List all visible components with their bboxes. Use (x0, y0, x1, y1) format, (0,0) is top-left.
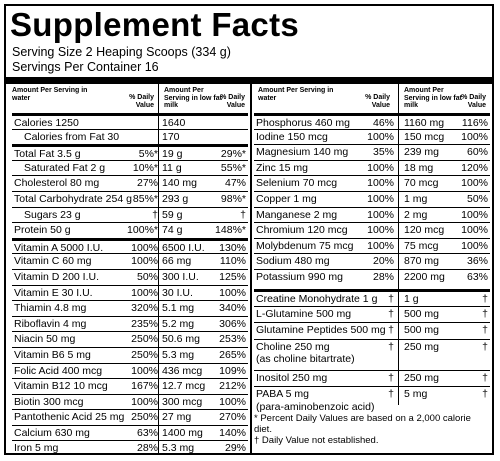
milk-amount: 120 mcg (404, 224, 445, 237)
milk-amount: 30 I.U. (162, 286, 193, 299)
daily-value: 46% (372, 117, 394, 129)
nutrient-row (12, 300, 248, 316)
milk-daily-value: 100% (219, 286, 246, 299)
milk-amount: 500 mg (404, 307, 440, 320)
nutrient-name: Vitamin B12 10 mcg (14, 380, 108, 393)
daily-value: 250% (131, 333, 158, 346)
daily-value: 320% (131, 302, 158, 315)
milk-daily-value: 55%* (220, 161, 246, 174)
nutrient-row (254, 207, 490, 223)
nutrient-row (12, 207, 248, 223)
milk-daily-value: 36% (466, 255, 488, 268)
milk-amount: 5 mg (404, 388, 428, 400)
daily-value: 100% (131, 241, 158, 254)
nutrient-name: Riboflavin 4 mg (14, 317, 87, 330)
nutrient-name: Selenium 70 mcg (256, 177, 338, 190)
header-amount-water: Amount Per Serving in water (12, 87, 88, 102)
daily-value: 28% (136, 442, 158, 455)
nutrient-row (12, 113, 248, 129)
nutrient-name: Calcium 630 mg (14, 426, 90, 439)
milk-daily-value: 100% (461, 239, 488, 252)
milk-amount: 239 mg (404, 146, 440, 159)
nutrient-row (254, 222, 490, 238)
nutrient-row (254, 289, 490, 306)
milk-daily-value: 130% (219, 241, 246, 254)
milk-daily-value: 265% (219, 348, 246, 361)
daily-value: 100% (131, 286, 158, 299)
milk-daily-value: † (482, 307, 488, 320)
servings-per-container: Servings Per Container 16 (12, 60, 159, 74)
nutrient-row (12, 285, 248, 301)
milk-daily-value: 116% (461, 117, 488, 129)
milk-amount: 1400 mg (162, 426, 203, 439)
daily-value: 100% (131, 395, 158, 408)
daily-value: † (152, 208, 158, 221)
nutrient-name: Glutamine Peptides 500 mg (256, 324, 386, 336)
daily-value: 100% (131, 255, 158, 268)
header-daily-value: % Daily Value (129, 94, 154, 109)
daily-value: 28% (372, 270, 394, 283)
milk-amount: 300 mcg (162, 395, 203, 408)
nutrient-name: Iodine 150 mcg (256, 130, 328, 143)
milk-amount: 66 mg (162, 255, 192, 268)
daily-value: 100% (367, 208, 394, 221)
nutrient-name: Saturated Fat 2 g (24, 161, 106, 174)
milk-daily-value: 253% (219, 333, 246, 346)
milk-amount: 11 g (162, 161, 182, 174)
milk-amount: 500 mg (404, 324, 440, 336)
milk-daily-value: 100% (461, 177, 488, 190)
milk-amount: 1640 (162, 117, 186, 129)
milk-amount: 300 I.U. (162, 270, 199, 283)
daily-value: 250% (131, 411, 158, 424)
nutrient-row (254, 269, 490, 285)
milk-amount: 12.7 mcg (162, 380, 206, 393)
milk-daily-value: 60% (466, 146, 488, 159)
nutrient-name: Vitamin B6 5 mg (14, 348, 91, 361)
daily-value: 63% (136, 426, 158, 439)
milk-daily-value: 110% (219, 255, 246, 268)
nutrient-name: Folic Acid 400 mcg (14, 364, 103, 377)
nutrient-row (12, 409, 248, 425)
header-amount-water-right: Amount Per Serving in water (258, 87, 334, 102)
milk-amount: 74 g (162, 224, 183, 237)
nutrient-row (12, 191, 248, 207)
daily-value: 167% (131, 380, 158, 393)
daily-value: 100% (367, 177, 394, 190)
nutrient-row (254, 306, 490, 323)
milk-daily-value: † (482, 388, 488, 400)
milk-daily-value: 63% (466, 270, 488, 283)
nutrient-row (12, 316, 248, 332)
milk-amount: 5.3 mg (162, 348, 195, 361)
milk-amount: 75 mcg (404, 239, 439, 252)
nutrient-name: Creatine Monohydrate 1 g (256, 293, 378, 305)
milk-amount: 1 g (404, 293, 419, 305)
milk-daily-value: 100% (461, 130, 488, 143)
milk-amount: 5.1 mg (162, 302, 195, 315)
milk-daily-value: 100% (461, 208, 488, 221)
daily-value: † (388, 340, 394, 353)
header-daily-value-milk-right: % Daily Value (461, 94, 486, 109)
milk-amount: 2 mg (404, 208, 428, 221)
milk-amount: 5.2 mg (162, 317, 195, 330)
milk-amount: 70 mcg (404, 177, 439, 190)
nutrient-name: Total Carbohydrate 254 g (14, 192, 132, 205)
nutrient-name: Sodium 480 mg (256, 255, 330, 268)
daily-value: † (388, 324, 394, 336)
daily-value: 85%* (132, 192, 158, 205)
nutrient-row (12, 440, 248, 456)
milk-amount: 870 mg (404, 255, 440, 268)
nutrient-row (12, 331, 248, 347)
nutrient-row (254, 238, 490, 254)
nutrient-row (12, 363, 248, 379)
nutrient-name: Protein 50 g (14, 224, 71, 237)
milk-daily-value: † (482, 293, 488, 305)
nutrient-name: Thiamin 4.8 mg (14, 302, 87, 315)
milk-daily-value: † (482, 340, 488, 353)
daily-value: 100% (367, 224, 394, 237)
nutrient-row (12, 160, 248, 176)
daily-value: 35% (372, 146, 394, 159)
nutrient-name: Molybdenum 75 mcg (256, 239, 354, 252)
milk-amount: 59 g (162, 208, 183, 221)
header-amount-milk-right: Amount Per Serving in low fat milk (404, 87, 462, 109)
footnote (254, 413, 490, 446)
footnote-dagger: † Daily Value not established. (254, 435, 379, 446)
nutrient-name: Manganese 2 mg (256, 208, 338, 221)
milk-daily-value: 29% (224, 442, 246, 455)
milk-daily-value: 98%* (220, 192, 246, 205)
milk-amount: 27 mg (162, 411, 192, 424)
milk-daily-value: 109% (219, 364, 246, 377)
nutrient-name: L-Glutamine 500 mg (256, 307, 352, 320)
daily-value: † (388, 307, 394, 320)
daily-value: † (388, 371, 394, 384)
nutrient-name: Copper 1 mg (256, 192, 317, 205)
nutrient-name: Biotin 300 mcg (14, 395, 84, 408)
right-ingredient-table (254, 289, 490, 417)
nutrient-row (12, 394, 248, 410)
milk-amount: 250 mg (404, 371, 440, 384)
left-nutrient-table (12, 113, 248, 456)
nutrient-row (12, 144, 248, 160)
milk-daily-value: 270% (219, 411, 246, 424)
milk-daily-value: 140% (219, 426, 246, 439)
daily-value: 100% (131, 364, 158, 377)
daily-value: 27% (136, 177, 158, 190)
milk-daily-value: † (482, 324, 488, 336)
nutrient-row (254, 322, 490, 339)
milk-amount: 2200 mg (404, 270, 445, 283)
nutrient-subtext: (para-aminobenzoic acid) (256, 400, 375, 413)
daily-value: 235% (131, 317, 158, 330)
milk-daily-value: 340% (219, 302, 246, 315)
milk-daily-value: 29%* (220, 148, 246, 160)
nutrient-subtext: (as choline bitartrate) (256, 353, 355, 365)
header-daily-value-right: % Daily Value (365, 94, 390, 109)
footnote-percent: * Percent Daily Values are based on a 2,000 calorie diet. (254, 413, 471, 435)
daily-value: † (388, 388, 394, 400)
milk-amount: 436 mcg (162, 364, 203, 377)
milk-amount: 250 mg (404, 340, 440, 353)
milk-daily-value: † (240, 208, 246, 221)
nutrient-row (254, 339, 490, 370)
nutrient-row (12, 253, 248, 269)
nutrient-row (12, 425, 248, 441)
header-amount-milk: Amount Per Serving in low fat milk (164, 87, 222, 109)
milk-amount: 140 mg (162, 177, 198, 190)
serving-size: Serving Size 2 Heaping Scoops (334 g) (12, 45, 231, 59)
daily-value: 20% (372, 255, 394, 268)
nutrient-row (254, 160, 490, 176)
page-title: Supplement Facts (10, 6, 300, 43)
daily-value: 100% (367, 239, 394, 252)
nutrient-name: Calories from Fat 30 (24, 130, 120, 143)
nutrient-name: Vitamin C 60 mg (14, 255, 92, 268)
nutrient-name: Chromium 120 mcg (256, 224, 348, 237)
milk-amount: 1 mg (404, 192, 428, 205)
milk-amount: 50.6 mg (162, 333, 200, 346)
milk-amount: 293 g (162, 192, 189, 205)
right-nutrient-table (254, 113, 490, 285)
nutrient-row (254, 191, 490, 207)
column-divider-left (158, 84, 159, 455)
nutrient-name: PABA 5 mg (256, 388, 309, 400)
daily-value: 5%* (138, 148, 158, 160)
milk-amount: 170 (162, 130, 180, 143)
header-daily-value-milk: % Daily Value (220, 94, 245, 109)
nutrient-name: Choline 250 mg (256, 340, 330, 353)
milk-daily-value: 148%* (215, 224, 246, 237)
daily-value: 250% (131, 348, 158, 361)
nutrient-name: Niacin 50 mg (14, 333, 76, 346)
nutrient-name: Iron 5 mg (14, 442, 59, 455)
milk-daily-value: 50% (466, 192, 488, 205)
nutrient-row (254, 129, 490, 145)
nutrient-name: Total Fat 3.5 g (14, 148, 81, 160)
daily-value: 100%* (127, 224, 158, 237)
milk-daily-value: 125% (219, 270, 246, 283)
nutrient-name: Potassium 990 mg (256, 270, 343, 283)
milk-amount: 18 mg (404, 161, 434, 174)
milk-daily-value: 47% (224, 177, 246, 190)
milk-amount: 6500 I.U. (162, 241, 205, 254)
nutrient-row (12, 269, 248, 285)
daily-value: † (388, 293, 394, 305)
milk-amount: 1160 mg (404, 117, 445, 129)
nutrient-name: Zinc 15 mg (256, 161, 308, 174)
milk-daily-value: 306% (219, 317, 246, 330)
daily-value: 10%* (132, 161, 158, 174)
milk-amount: 150 mcg (404, 130, 445, 143)
nutrient-name: Sugars 23 g (24, 208, 81, 221)
nutrient-name: Calories 1250 (14, 117, 79, 129)
nutrient-row (254, 370, 490, 387)
milk-amount: 5.3 mg (162, 442, 195, 455)
milk-daily-value: 212% (219, 380, 246, 393)
nutrient-name: Phosphorus 460 mg (256, 117, 350, 129)
nutrient-row (12, 129, 248, 145)
nutrient-row (254, 253, 490, 269)
nutrient-row (12, 222, 248, 238)
milk-daily-value: 120% (461, 161, 488, 174)
daily-value: 100% (367, 161, 394, 174)
daily-value: 50% (136, 270, 158, 283)
nutrient-name: Inositol 250 mg (256, 371, 328, 384)
milk-amount: 19 g (162, 148, 183, 160)
nutrient-row (254, 175, 490, 191)
nutrient-name: Magnesium 140 mg (256, 146, 349, 159)
milk-daily-value: 100% (219, 395, 246, 408)
milk-daily-value: † (482, 371, 488, 384)
nutrient-name: Cholesterol 80 mg (14, 177, 100, 190)
nutrient-name: Pantothenic Acid 25 mg (14, 411, 125, 424)
center-divider (250, 84, 252, 455)
nutrient-row (254, 144, 490, 160)
nutrient-row (12, 238, 248, 254)
nutrient-row (12, 347, 248, 363)
daily-value: 100% (367, 130, 394, 143)
column-divider-right (398, 84, 399, 405)
nutrient-row (12, 175, 248, 191)
nutrient-name: Vitamin D 200 I.U. (14, 270, 100, 283)
nutrient-row (254, 113, 490, 129)
daily-value: 100% (367, 192, 394, 205)
nutrient-row (12, 378, 248, 394)
nutrient-name: Vitamin A 5000 I.U. (14, 241, 104, 254)
milk-daily-value: 100% (461, 224, 488, 237)
nutrient-name: Vitamin E 30 I.U. (14, 286, 93, 299)
thick-divider (6, 77, 494, 84)
